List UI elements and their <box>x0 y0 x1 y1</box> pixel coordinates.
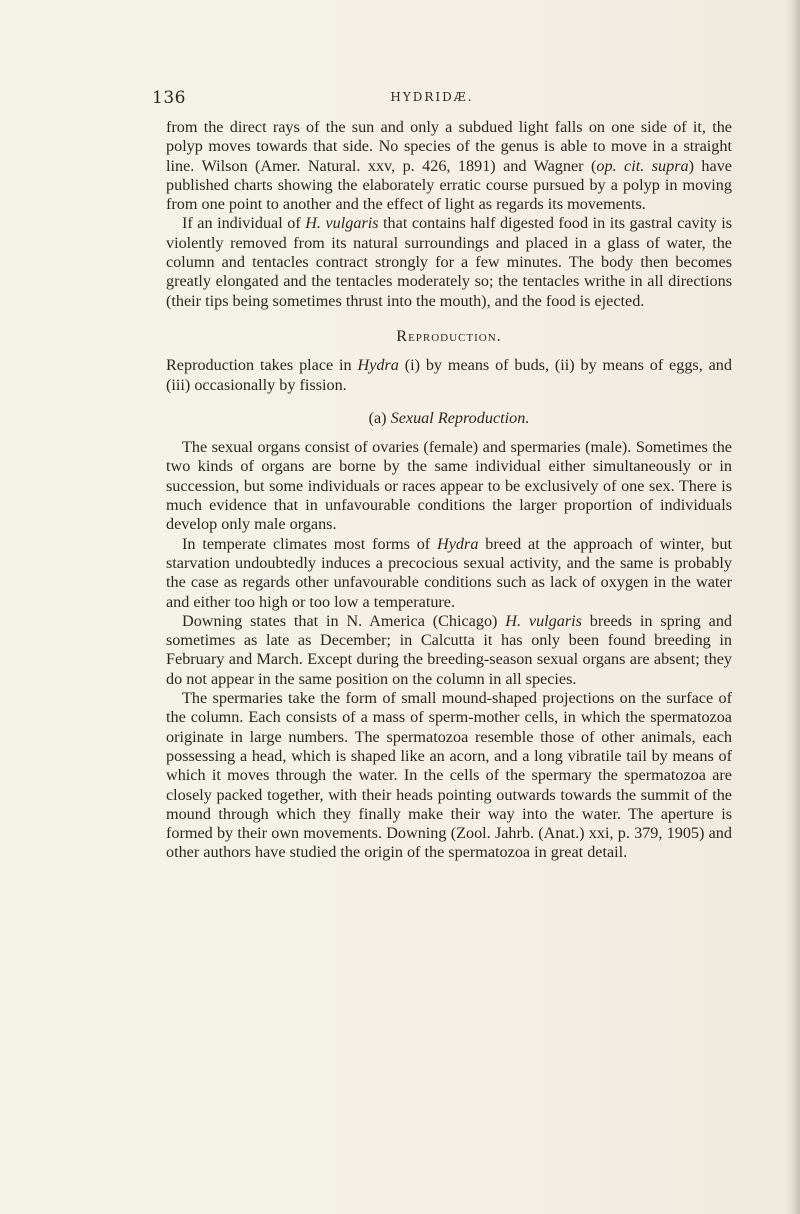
page-number: 136 <box>152 88 186 108</box>
paragraph-light-response: from the direct rays of the sun and only a subdued light falls on one side of it, the polyp moves towards that side. No species of the genus is able to move in a straight line. Wilson (Amer. Natural. xxv, p. 426, 1891) and Wagner (op. cit. supra) have published charts showing the elaborately erratic course pursued by a polyp in moving from one point to another and the effect of light as regards its movements. <box>166 118 732 214</box>
subheading-sexual-reproduction: (a) Sexual Reproduction. <box>368 408 530 427</box>
paragraph-breeding-climate: In temperate climates most forms of Hydra breed at the approach of winter, but starvation undoubtedly induces a precocious sexual activity, and the same is probably the case as regards other unfavourable conditions such as lack of oxygen in the water and either too high or too low a temperature. <box>166 534 732 611</box>
running-head <box>152 88 712 110</box>
running-title: HYDRIDÆ. <box>390 90 474 104</box>
paragraph-sexual-organs: The sexual organs consist of ovaries (female) and spermaries (male). Sometimes the two kinds of organs are borne by the same individual either simultaneously or in succession, but some individuals or races appear to be exclusively of one sex. There is much evidence that in unfavourable conditions the larger proportion of individuals develop only male organs. <box>166 438 732 534</box>
section-heading-reproduction: Reproduction. <box>396 326 502 345</box>
paragraph-food-ejection: If an individual of H. vulgaris that contains half digested food in its gastral cavity is violently removed from its natural surroundings and placed in a glass of water, the column and tentacles contract strongly for a few minutes. The body then becomes greatly elongated and the tentacles moderately so; the tentacles writhe in all directions (their tips being sometimes thrust into the mouth), and the food is ejected. <box>166 214 733 310</box>
paragraph-reproduction-intro: Reproduction takes place in Hydra (i) by means of buds, (ii) by means of eggs, and (iii) occasionally by fission. <box>166 356 732 394</box>
body-text <box>166 118 732 863</box>
paragraph-spermaries: The spermaries take the form of small mound-shaped projections on the surface of the column. Each consists of a mass of sperm-mother cells, in which the spermatozoa originate in large numbers. The spermatozoa resemble those of other animals, each possessing a head, which is shaped like an acorn, and a long vibratile tail by means of which it moves through the water. In the cells of the spermary the spermatozoa are closely packed together, with their heads pointing outwards towards the summit of the mound through which they finally make their way into the water. The aperture is formed by their own movements. Downing (Zool. Jahrb. (Anat.) xxi, p. 379, 1905) and other authors have studied the origin of the spermatozoa in great detail. <box>166 689 732 862</box>
page-edge-shadow <box>786 0 800 1214</box>
paragraph-breeding-season: Downing states that in N. America (Chicago) H. vulgaris breeds in spring and sometimes as late as December; in Calcutta it has only been found breeding in February and March. Except during the breeding-season sexual organs are absent; they do not appear in the same position on the column in all species. <box>166 611 733 688</box>
